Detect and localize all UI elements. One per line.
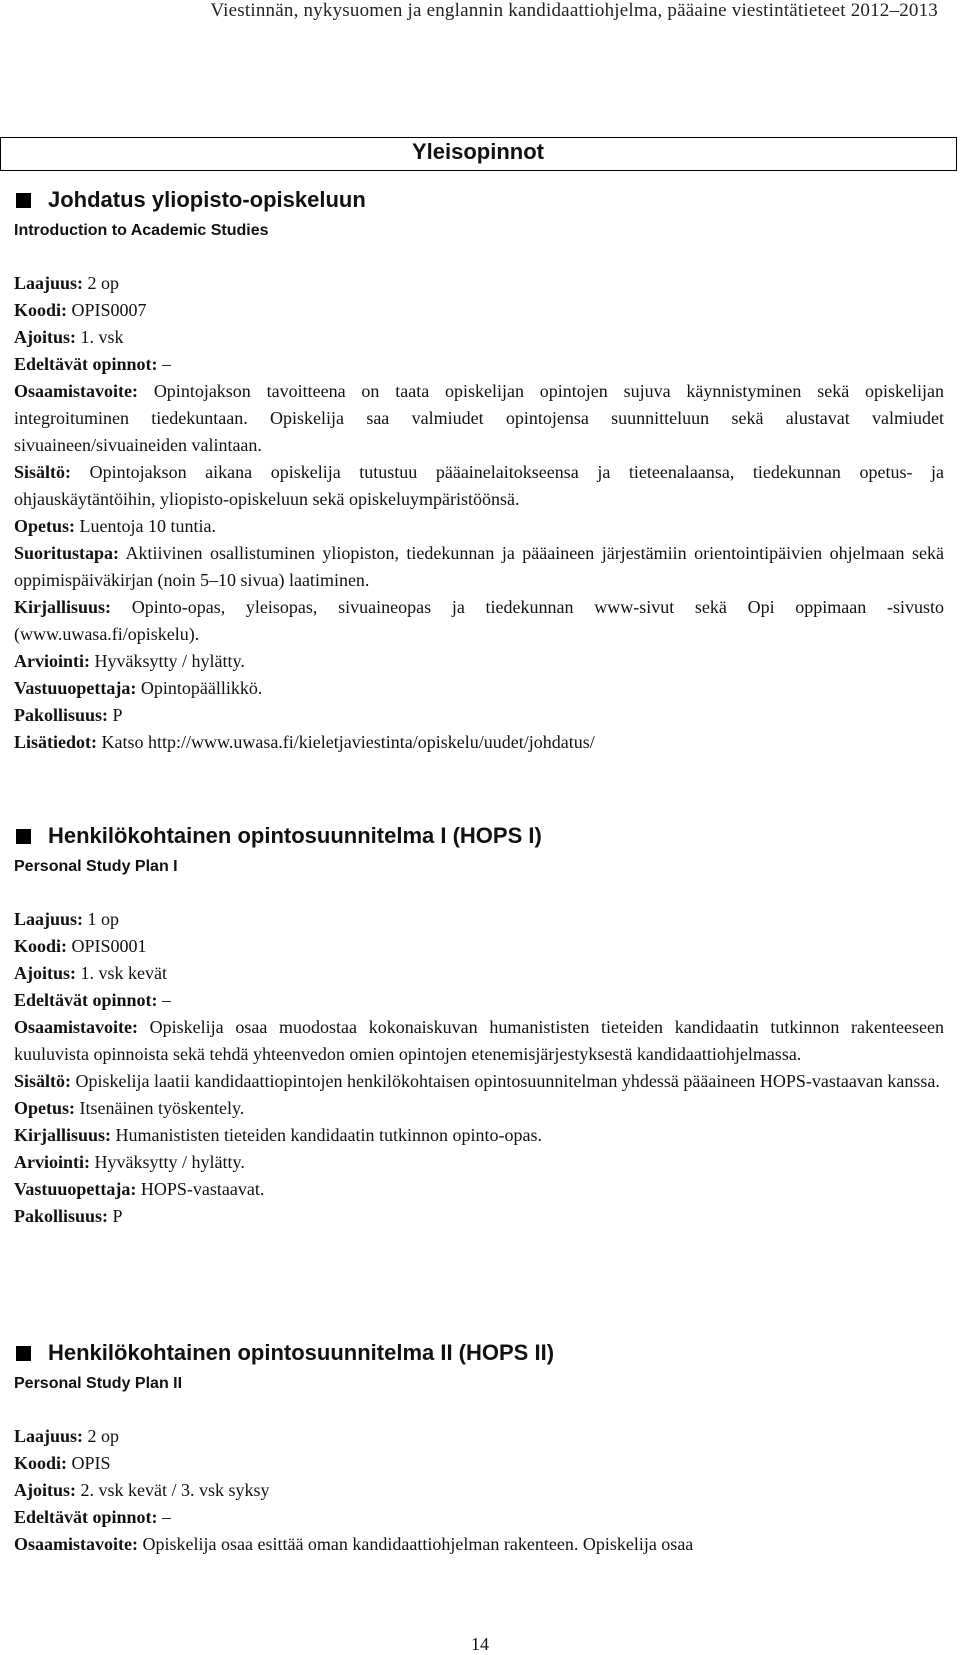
field-pakollisuus: Pakollisuus: P xyxy=(14,705,123,725)
field-edeltavat: Edeltävät opinnot: – xyxy=(14,354,172,374)
field-suoritustapa: Suoritustapa: Aktiivinen osallistuminen yliopiston, tiedekunnan ja pääaineen järjestämiin orientointipäivien ohjelmaan sekä oppimispäiväkirjan (noin 5–10 sivua) laatiminen. xyxy=(14,543,944,590)
field-opetus: Opetus: Luentoja 10 tuntia. xyxy=(14,516,216,536)
square-bullet-icon xyxy=(16,1346,31,1361)
square-bullet-icon xyxy=(16,193,31,208)
page-number: 14 xyxy=(471,1634,489,1654)
field-osaamistavoite: Osaamistavoite: Opiskelija osaa esittää oman kandidaattiohjelman rakenteen. Opiskelija osaa xyxy=(14,1534,694,1554)
field-edeltavat: Edeltävät opinnot: – xyxy=(14,990,172,1010)
field-vastuuopettaja: Vastuuopettaja: HOPS-vastaavat. xyxy=(14,1179,265,1199)
field-sisalto: Sisältö: Opiskelija laatii kandidaattiopintojen henkilökohtaisen opintosuunnitelman yhdessä pääaineen HOPS-vastaavan kanssa. xyxy=(14,1071,940,1091)
course-hops-2 xyxy=(14,1340,944,1558)
course-fields xyxy=(14,270,944,756)
course-heading xyxy=(14,823,944,849)
more-info-link[interactable]: Katso http://www.uwasa.fi/kieletjaviestinta/opiskelu/uudet/johdatus/ xyxy=(101,732,595,752)
course-fields xyxy=(14,906,944,1230)
section-title: Yleisopinnot xyxy=(412,139,544,164)
course-subtitle: Personal Study Plan I xyxy=(14,858,178,875)
field-koodi: Koodi: OPIS0007 xyxy=(14,300,147,320)
field-laajuus: Laajuus: 2 op xyxy=(14,273,120,293)
field-laajuus: Laajuus: 1 op xyxy=(14,909,120,929)
field-edeltavat: Edeltävät opinnot: – xyxy=(14,1507,172,1527)
course-title: Johdatus yliopisto-opiskeluun xyxy=(48,187,366,212)
field-arviointi: Arviointi: Hyväksytty / hylätty. xyxy=(14,651,245,671)
field-ajoitus: Ajoitus: 2. vsk kevät / 3. vsk syksy xyxy=(14,1480,270,1500)
course-fields xyxy=(14,1423,944,1558)
field-vastuuopettaja: Vastuuopettaja: Opintopäällikkö. xyxy=(14,678,263,698)
field-osaamistavoite: Osaamistavoite: Opintojakson tavoitteena on taata opiskelijan opintojen sujuva käynnistyminen sekä opiskelijan integroituminen tiedekuntaan. Opiskelija saa valmiudet opintojensa suunnitteluun sekä alustavat valmiudet sivuaineen/sivuaineiden valintaan. xyxy=(14,381,945,455)
field-pakollisuus: Pakollisuus: P xyxy=(14,1206,123,1226)
field-ajoitus: Ajoitus: 1. vsk kevät xyxy=(14,963,167,983)
course-subtitle: Personal Study Plan II xyxy=(14,1375,183,1392)
field-sisalto: Sisältö: Opintojakson aikana opiskelija tutustuu pääainelaitokseensa ja tieteenalaansa, tiedekunnan opetus- ja ohjauskäytäntöihin, yliopisto-opiskeluun sekä opiskeluympäristöönsä. xyxy=(14,462,945,509)
field-lisatiedot: Lisätiedot: Katso http://www.uwasa.fi/kieletjaviestinta/opiskelu/uudet/johdatus/ xyxy=(14,732,595,752)
field-koodi: Koodi: OPIS0001 xyxy=(14,936,147,956)
field-koodi: Koodi: OPIS xyxy=(14,1453,111,1473)
course-johdatus xyxy=(14,187,944,756)
course-hops-1 xyxy=(14,823,944,1230)
field-kirjallisuus: Kirjallisuus: Opinto-opas, yleisopas, sivuaineopas ja tiedekunnan www-sivut sekä Opi oppimaan -sivusto (www.uwasa.fi/opiskelu). xyxy=(14,597,945,644)
course-title: Henkilökohtainen opintosuunnitelma I (HOPS I) xyxy=(48,823,542,848)
field-kirjallisuus: Kirjallisuus: Humanististen tieteiden kandidaatin tutkinnon opinto-opas. xyxy=(14,1125,542,1145)
course-title: Henkilökohtainen opintosuunnitelma II (HOPS II) xyxy=(48,1340,555,1365)
field-osaamistavoite: Osaamistavoite: Opiskelija osaa muodostaa kokonaiskuvan humanististen tieteiden kandidaatin tutkinnon rakenteeseen kuuluvista opinnoista sekä tehdä yhteenvedon omien opintojen etenemisjärjestyksestä kandidaattiohjelmassa. xyxy=(14,1017,944,1064)
course-heading xyxy=(14,1340,944,1366)
field-opetus: Opetus: Itsenäinen työskentely. xyxy=(14,1098,245,1118)
square-bullet-icon xyxy=(16,829,31,844)
field-ajoitus: Ajoitus: 1. vsk xyxy=(14,327,124,347)
course-heading xyxy=(14,187,944,213)
field-laajuus: Laajuus: 2 op xyxy=(14,1426,120,1446)
running-header: Viestinnän, nykysuomen ja englannin kandidaattiohjelma, pääaine viestintätieteet 2012–2013 xyxy=(210,0,938,21)
course-subtitle: Introduction to Academic Studies xyxy=(14,222,269,239)
field-arviointi: Arviointi: Hyväksytty / hylätty. xyxy=(14,1152,245,1172)
